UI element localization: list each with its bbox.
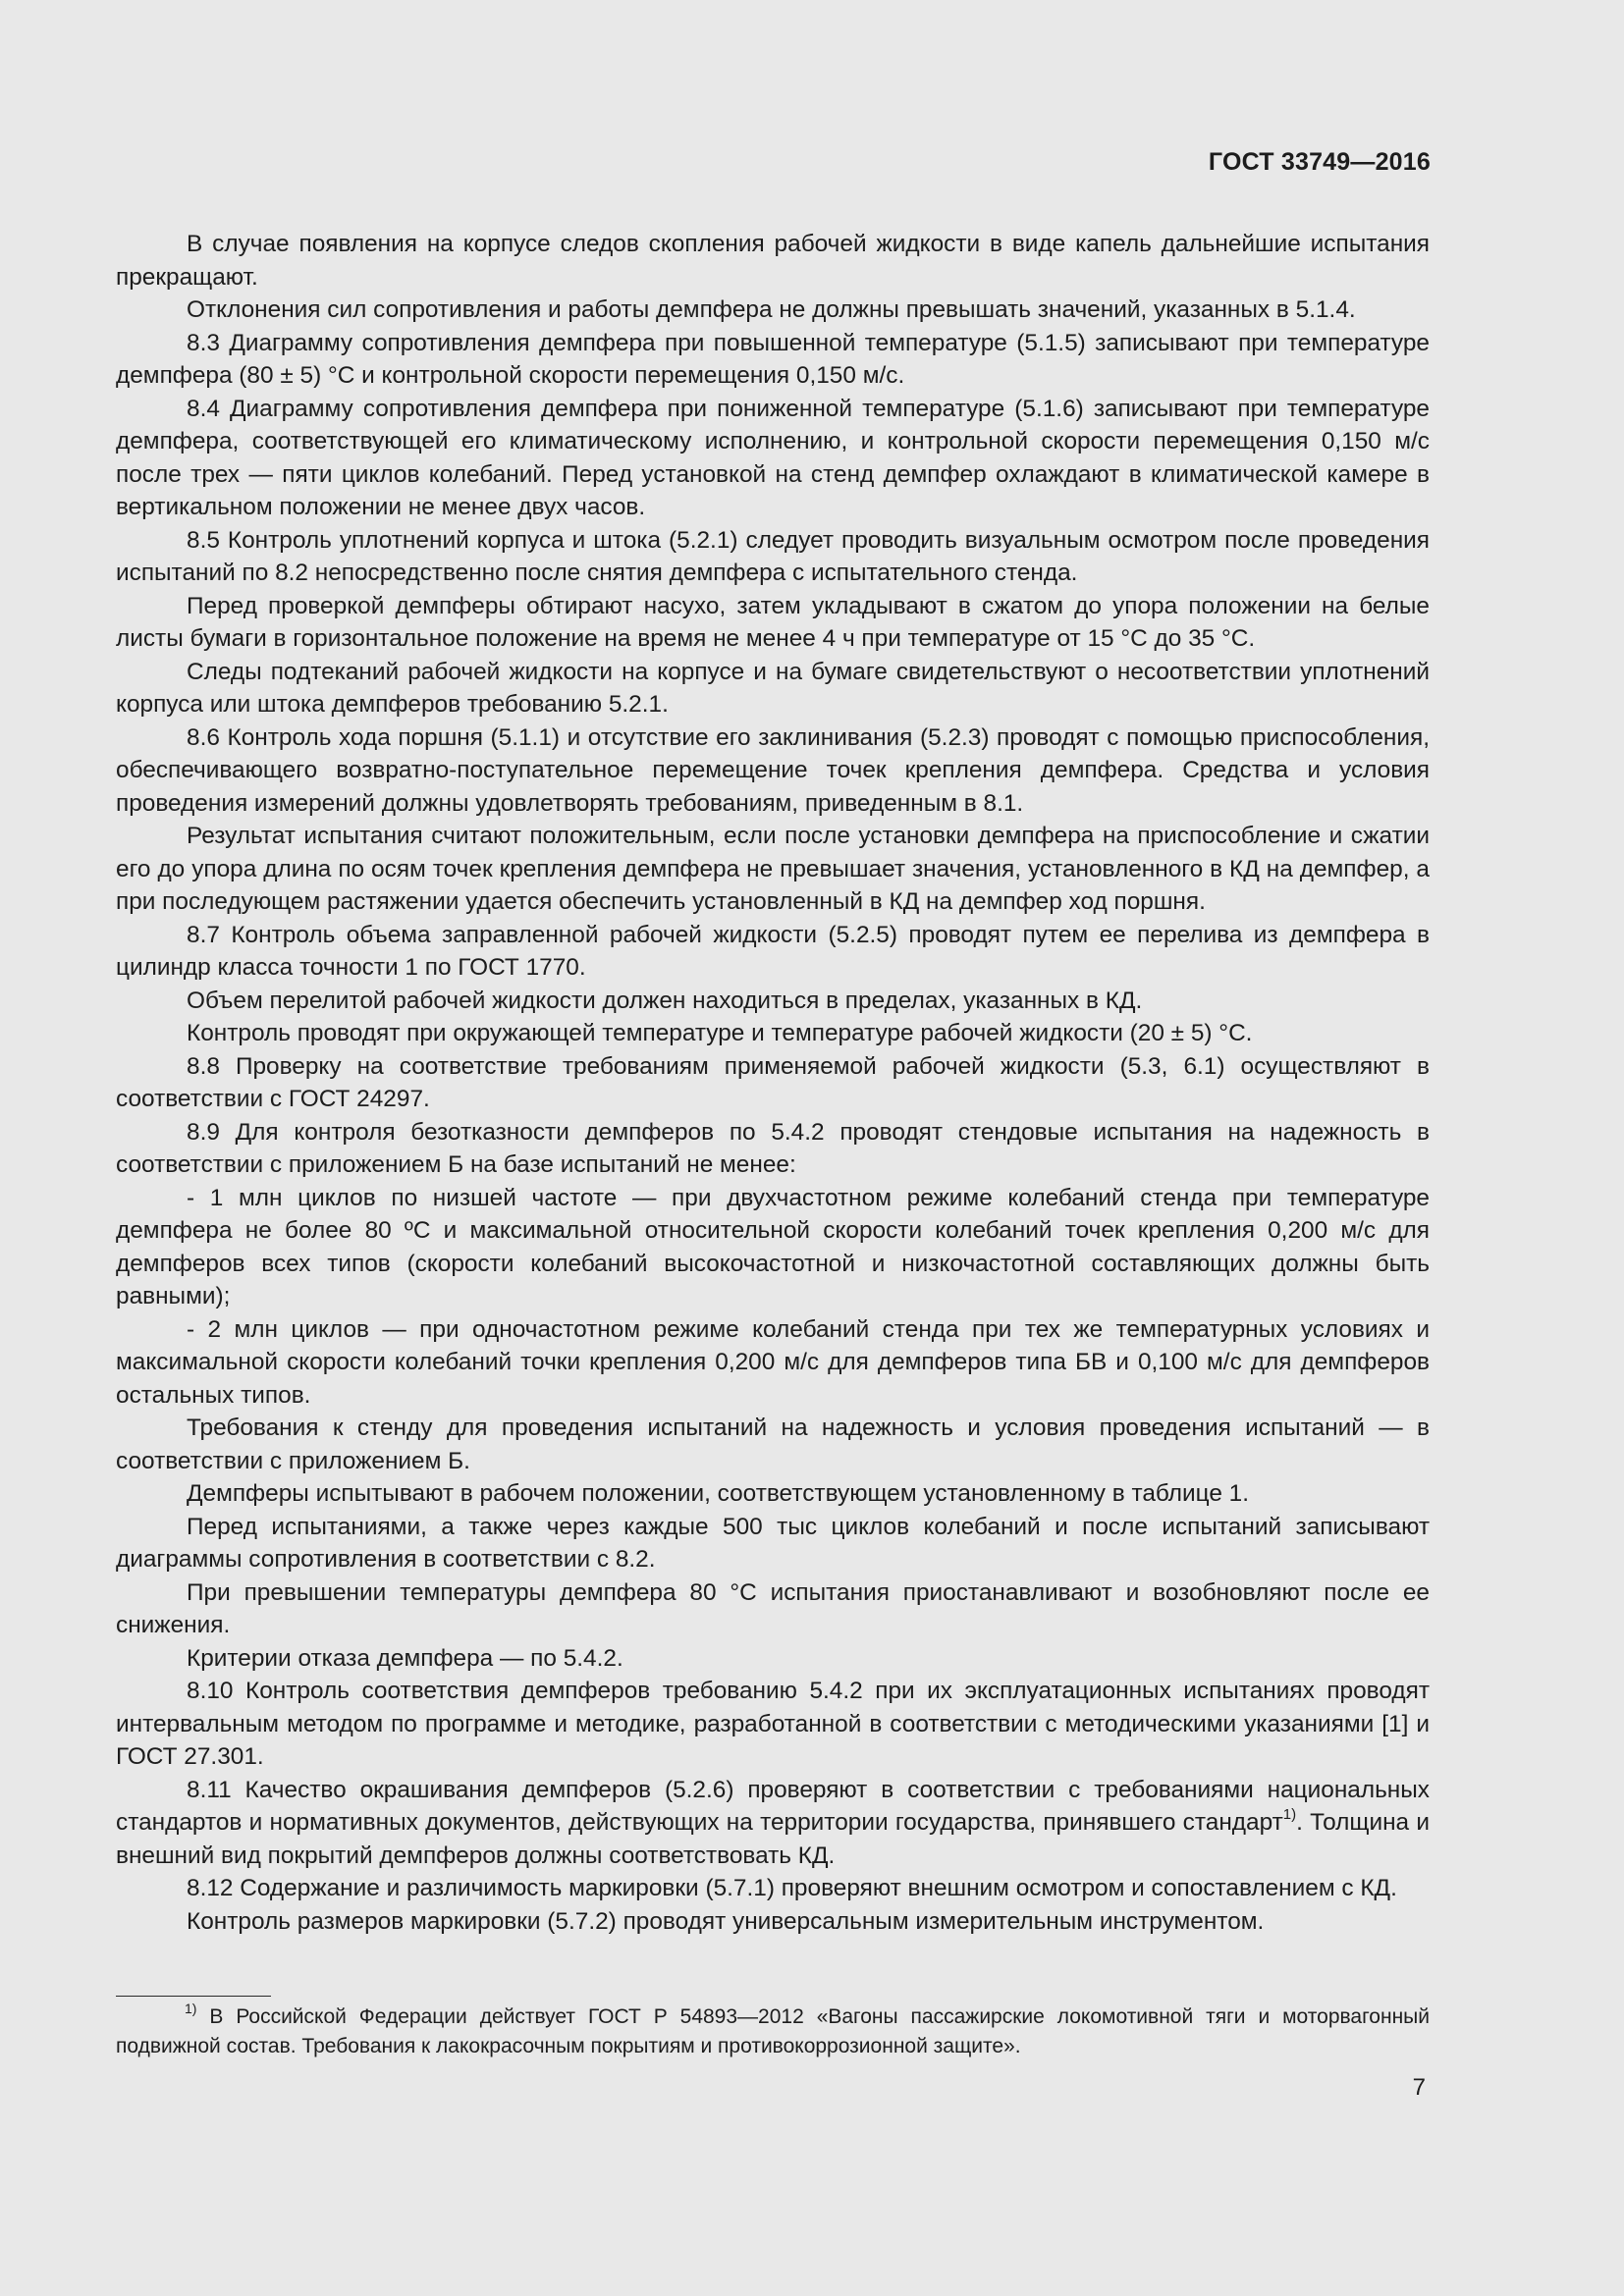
- list-item: - 2 млн циклов — при одночастотном режиме колебаний стенда при тех же температурных условиях и максимальной скорости колебаний точки крепления 0,200 м/с для демпферов типа БВ и 0,100 м/с для демпферов остальных типов.: [116, 1315, 1430, 1409]
- paragraph: 8.9 Для контроля безотказности демпферов по 5.4.2 проводят стендовые испытания на надежность в соответствии с приложением Б на базе испытаний не менее:: [116, 1118, 1430, 1178]
- paragraph: При превышении температуры демпфера 80 °С испытания приостанавливают и возобновляют после ее снижения.: [116, 1578, 1430, 1638]
- paragraph: Перед проверкой демпферы обтирают насухо, затем укладывают в сжатом до упора положении на белые листы бумаги в горизонтальное положение на время не менее 4 ч при температуре от 15 °С до 35 °С.: [116, 592, 1430, 652]
- paragraph: 8.8 Проверку на соответствие требованиям применяемой рабочей жидкости (5.3, 6.1) осуществляют в соответствии с ГОСТ 24297.: [116, 1052, 1430, 1112]
- footnote: [116, 2002, 1430, 2061]
- paragraph: 8.7 Контроль объема заправленной рабочей жидкости (5.2.5) проводят путем ее перелива из демпфера в цилиндр класса точности 1 по ГОСТ 1770.: [116, 921, 1430, 981]
- paragraph: Результат испытания считают положительным, если после установки демпфера на приспособление и сжатии его до упора длина по осям точек крепления демпфера не превышает значения, установленного в КД на демпфер, а при последующем растяжении удается обеспечить установленный в КД на демпфер ход поршня.: [116, 823, 1430, 915]
- paragraph: Контроль проводят при окружающей температуре и температуре рабочей жидкости (20 ± 5) °С.: [187, 1020, 1253, 1046]
- paragraph: Следы подтеканий рабочей жидкости на корпусе и на бумаге свидетельствуют о несоответствии уплотнений корпуса или штока демпферов требованию 5.2.1.: [116, 658, 1430, 718]
- footnote-reference[interactable]: 1): [1282, 1806, 1297, 1823]
- paragraph: 8.5 Контроль уплотнений корпуса и штока (5.2.1) следует проводить визуальным осмотром после проведения испытаний по 8.2 непосредственно после снятия демпфера с испытательного стенда.: [116, 526, 1430, 586]
- body-text: [116, 228, 1430, 1938]
- paragraph-text: . Толщина и внешний вид покрытий демпферов должны соответствовать КД.: [116, 1809, 1430, 1869]
- list-item: - 1 млн циклов по низшей частоте — при двухчастотном режиме колебаний стенда при температуре демпфера не более 80 ºС и максимальной относительной скорости колебаний точек крепления 0,200 м/с для демпферов всех типов (скорости колебаний высокочастотной и низкочастотной составляющих должны быть равными);: [116, 1184, 1430, 1309]
- paragraph: Отклонения сил сопротивления и работы демпфера не должны превышать значений, указанных в 5.1.4.: [187, 296, 1356, 323]
- page-number: 7: [1412, 2074, 1426, 2101]
- paragraph: 8.10 Контроль соответствия демпферов требованию 5.4.2 при их эксплуатационных испытаниях проводят интервальным методом по программе и методике, разработанной в соответствии с методическими указаниями [1] и ГОСТ 27.301.: [116, 1678, 1430, 1770]
- paragraph-text: 8.11 Качество окрашивания демпферов (5.2.6) проверяют в соответствии с требованиями национальных стандартов и нормативных документов, действующих на территории государства, принявшего стандарт: [116, 1776, 1430, 1836]
- paragraph: Требования к стенду для проведения испытаний на надежность и условия проведения испытаний — в соответствии с приложением Б.: [116, 1415, 1430, 1474]
- paragraph: Критерии отказа демпфера — по 5.4.2.: [187, 1644, 623, 1672]
- paragraph: 8.12 Содержание и различимость маркировки (5.7.1) проверяют внешним осмотром и сопоставлением с КД.: [187, 1875, 1397, 1901]
- paragraph: 8.4 Диаграмму сопротивления демпфера при пониженной температуре (5.1.6) записывают при температуре демпфера, соответствующей его климатическому исполнению, и контрольной скорости перемещения 0,150 м/с после трех — пяти циклов колебаний. Перед установкой на стенд демпфер охлаждают в климатической камере в вертикальном положении не менее двух часов.: [116, 395, 1430, 520]
- paragraph: В случае появления на корпусе следов скопления рабочей жидкости в виде капель дальнейшие испытания прекращают.: [116, 231, 1430, 291]
- footnote-separator: [116, 1996, 271, 1997]
- paragraph: Перед испытаниями, а также через каждые 500 тыс циклов колебаний и после испытаний записывают диаграммы сопротивления в соответствии с 8.2.: [116, 1513, 1430, 1573]
- paragraph: 8.3 Диаграмму сопротивления демпфера при повышенной температуре (5.1.5) записывают при температуре демпфера (80 ± 5) °С и контрольной скорости перемещения 0,150 м/с.: [116, 329, 1430, 389]
- paragraph-8-11: [116, 1774, 1430, 1873]
- paragraph: 8.6 Контроль хода поршня (5.1.1) и отсутствие его заклинивания (5.2.3) проводят с помощью приспособления, обеспечивающего возвратно-поступательное перемещение точек крепления демпфера. Средства и условия проведения измерений должны удовлетворять требованиям, приведенным в 8.1.: [116, 723, 1430, 817]
- paragraph: Контроль размеров маркировки (5.7.2) проводят универсальным измерительным инструментом.: [187, 1907, 1265, 1935]
- footnote-mark: 1): [185, 2001, 197, 2016]
- paragraph: Демпферы испытывают в рабочем положении, соответствующем установленному в таблице 1.: [187, 1480, 1250, 1507]
- document-header: ГОСТ 33749—2016: [1208, 148, 1431, 176]
- paragraph: Объем перелитой рабочей жидкости должен находиться в пределах, указанных в КД.: [187, 987, 1143, 1014]
- footnote-text: В Российской Федерации действует ГОСТ Р 54893—2012 «Вагоны пассажирские локомотивной тяги и моторвагонный подвижной состав. Требования к лакокрасочным покрытиям и противокоррозионной защите».: [116, 2005, 1430, 2057]
